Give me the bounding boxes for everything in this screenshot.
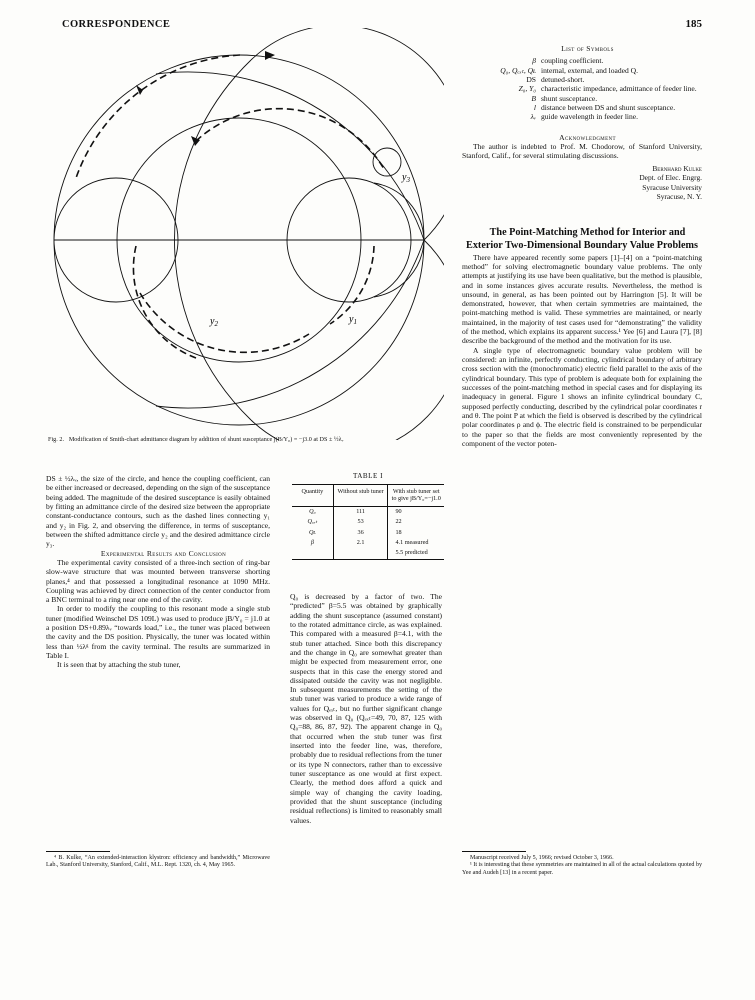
col1-para-1: DS ± ½λᵥ, the size of the circle, and hence the coupling coefficient, can be either increased or decreased, depending on the sign of the susceptance being added. The magnitude of the desired susceptance is easily obtained by fitting an admittance circle of the desired size between the appropriate constant-conductance contours, such as the dashed lines connecting y₁ and y₂ in Fig. 2, and observing the difference, in terms of susceptance, between the shifted admittance circle y₂ and the desired admittance circle y₃. (46, 474, 270, 549)
chart-label-y2: $y_2$ (210, 316, 218, 328)
footnote-manuscript: Manuscript received July 5, 1966; revised October 3, 1966. (470, 855, 614, 861)
col3-para-1: There have appeared recently some papers [1]–[4] on a “point-matching method” for solving electromagnetic boundary value problems. The only attempts at justifying its use have been qualitative, but the method is plausible, and in some instances gives accurate results. Nevertheless, the method is unsound, in general, as has been pointed out by Harrington [5]. It will be demonstrated, however, that when certain symmetries are maintained, the point-matching method is valid. These symmetries are maintained, or nearly maintained, in the majority of test cases used for “demonstrating” the validity of the method, which explains its apparent success.¹ Yee [6] and Laura [7], [8] describe the background of the method and the motivation for its use. (462, 252, 702, 346)
table-row (292, 548, 444, 559)
cell-quantity: Q₀ (309, 507, 316, 515)
table-body (292, 506, 444, 559)
byline (462, 164, 702, 203)
byline-city: Syracuse, N. Y. (656, 192, 702, 202)
symbol-definition: coupling coefficient. (541, 56, 604, 66)
symbol-token: Z₀, Y₀ (518, 84, 536, 94)
table-col-without: Without stub tuner (333, 485, 388, 507)
table-row (292, 538, 444, 548)
article-title: The Point-Matching Method for Interior and Exterior Two-Dimensional Boundary Value Problems (466, 227, 698, 252)
symbol-definition: shunt susceptance. (541, 93, 598, 103)
cell-with: 18 (388, 528, 444, 538)
cell-with: 22 (388, 517, 444, 527)
symbol-token: Q₀, Qₑₓₜ, Qʟ (500, 65, 536, 75)
figure-caption-label: Fig. 2. (48, 437, 65, 443)
cell-without: 53 (333, 517, 388, 527)
symbol-token: DS (526, 75, 536, 84)
symbol-row (462, 75, 702, 84)
acknowledgment-text: The author is indebted to Prof. M. Chodorow, of Stanford University, Stanford, Calif., for several stimulating discussions. (462, 141, 702, 161)
table-row (292, 528, 444, 538)
table-row (292, 506, 444, 517)
column-three-footnote (462, 846, 702, 877)
figure-caption (48, 436, 448, 444)
symbol-definition: distance between DS and shunt susceptance. (541, 102, 676, 112)
table-one-wrapper (292, 472, 444, 561)
footnote-rule (462, 851, 526, 852)
col1-para-3: In order to modify the coupling to this resonant mode a single stub tuner (modified Weinschel DS 109L) was used to produce jB/Y₀ = j1.0 at a position DS+0.89λᵥ “towards load,” i.e., the tuner was placed between the cavity and the DS position. Physically, the tuner was located within less than ½λᵍ from the cavity terminal. The results are summarized in Table I. (46, 604, 270, 660)
symbol-definition: guide wavelength in feeder line. (541, 112, 639, 122)
acknowledgment-heading: Acknowledgment (559, 132, 616, 142)
footnote-rule (46, 851, 110, 852)
column-two (290, 592, 442, 825)
symbol-row (462, 66, 702, 75)
col3-para-2: A single type of electromagnetic boundary value problem will be considered: an infinite, perfectly conducting, cylindrical boundary of arbitrary cross section with the (monochromatic) electric field parallel to the axis of the cylindrical boundary. This type of problem is adequate both for explaining the successes of the point-matching method in special cases and for displaying its inadequacy in general. Figure 1 shows an infinite cylindrical boundary C, supposed perfectly conducting, described by the cylindrical polar coordinates r and θ. The point P at which the field is observed is described by the cylindrical polar coordinates ρ and ϕ. The electric field is constrained to be perpendicular to the paper so that the fields are most conveniently represented by the component of the vector poten- (462, 345, 702, 448)
figure-smith-chart (44, 28, 444, 440)
cell-without (333, 548, 388, 559)
symbols-heading: List of Symbols (561, 44, 614, 53)
col1-section-heading: Experimental Results and Conclusion (100, 548, 227, 558)
symbol-definition: detuned-short. (541, 75, 585, 84)
figure-caption-text: Modification of Smith-chart admittance diagram by addition of shunt susceptance j(B/Y₀) = −j3.0 at DS ± ½λᵥ (68, 437, 344, 443)
byline-department: Dept. of Elec. Engrg. (639, 173, 702, 183)
smith-chart-svg (44, 28, 444, 440)
col2-para-1: Q₀ is decreased by a factor of two. The “predicted” β=5.5 was obtained by graphically adding the shunt susceptance (assumed constant) to the rotated admittance circle, as was explained. This compared with a measured β=4.1, with the stub tuner attached. Since both this discrepancy and the change in Q₀ are somewhat greater than might be expected from measurement error, one suspects that in this case the energy stored and dissipated outside the cavity was not negligible. In subsequent measurements the setting of the stub tuner was varied to produce a wide range of values for Qₑₓₜ, but no further significant change was observed in Q₀ (Qₑₓₜ=49, 70, 87, 125 with Q₀=88, 86, 87, 92). The apparent change in Q₀ that occurred when the stub tuner was first inserted into the feeder line, was, therefore, probably due to residual reflections from the tuner or its type N connectors, rather than to excessive tuner susceptance as one would at first expect. Clearly, the method does afford a quick and simple way of changing the cavity loading, provided that the shunt susceptance (including residual reflections) is limited to reasonably small values. (290, 592, 442, 825)
page-number: 185 (685, 18, 702, 30)
table-bottom-rule (292, 559, 444, 561)
symbol-token: l (533, 102, 536, 112)
cell-without: 2.1 (333, 538, 388, 548)
chart-label-y3: $y_3$ (402, 172, 410, 184)
cell-without: 111 (333, 506, 388, 517)
symbol-token: β (532, 56, 536, 66)
column-one (46, 474, 270, 670)
table-header-row (292, 485, 444, 507)
byline-author: Bernhard Kulke (652, 163, 702, 173)
symbol-definition: internal, external, and loaded Q. (541, 65, 639, 75)
byline-university: Syracuse University (642, 182, 702, 192)
cell-quantity: β (310, 538, 314, 546)
table-caption: TABLE I (353, 472, 383, 480)
chart-label-y1: $y_1$ (349, 314, 357, 326)
symbol-row (462, 94, 702, 103)
table-one (292, 484, 444, 561)
cell-without: 36 (333, 528, 388, 538)
cell-with: 5.5 predicted (388, 548, 444, 559)
cell-quantity: Qʟ (308, 528, 316, 536)
column-one-footnote (46, 846, 270, 870)
symbol-token: λᵥ (530, 112, 536, 122)
footnote-kulke: ⁴ B. Kulke, “An extended-interaction klystron: efficiency and bandwidth,” Microwave Lab., Stanford University, Stanford, Calif., M.L. Rept. 1320, ch. 4, May 1965. (46, 855, 270, 869)
symbol-list (462, 56, 702, 121)
symbol-definition: characteristic impedance, admittance of feeder line. (541, 84, 697, 94)
symbol-row (462, 84, 702, 93)
footnote-symmetries: ¹ It is interesting that these symmetries are maintained in all of the actual calculations quoted by Yee and Audeh [13] in a recent paper. (462, 862, 702, 876)
col1-para-4: It is seen that by attaching the stub tuner, (57, 660, 181, 670)
cell-quantity: Qₑₓₜ (307, 518, 318, 526)
cell-with: 90 (388, 506, 444, 517)
table-row (292, 517, 444, 527)
running-head-title: CORRESPONDENCE (62, 19, 171, 30)
symbol-row (462, 56, 702, 65)
table-col-quantity: Quantity (292, 485, 333, 507)
symbol-row (462, 112, 702, 121)
table-col-with: With stub tuner set to give jB/Y₀=−j1.0 (388, 485, 444, 507)
cell-quantity (292, 548, 333, 559)
column-three (462, 44, 702, 448)
cell-with: 4.1 measured (388, 538, 444, 548)
symbol-row (462, 103, 702, 112)
col1-para-2: The experimental cavity consisted of a three-inch section of ring-bar slow-wave structure that was mounted between transverse shorting planes,⁴ and that possessed a longitudinal resonance at 1090 MHz. Coupling was achieved by direct connection of the center conductor from a BNC terminal to a ring near one end of the cavity. (46, 557, 270, 605)
symbol-token: B (531, 93, 536, 103)
